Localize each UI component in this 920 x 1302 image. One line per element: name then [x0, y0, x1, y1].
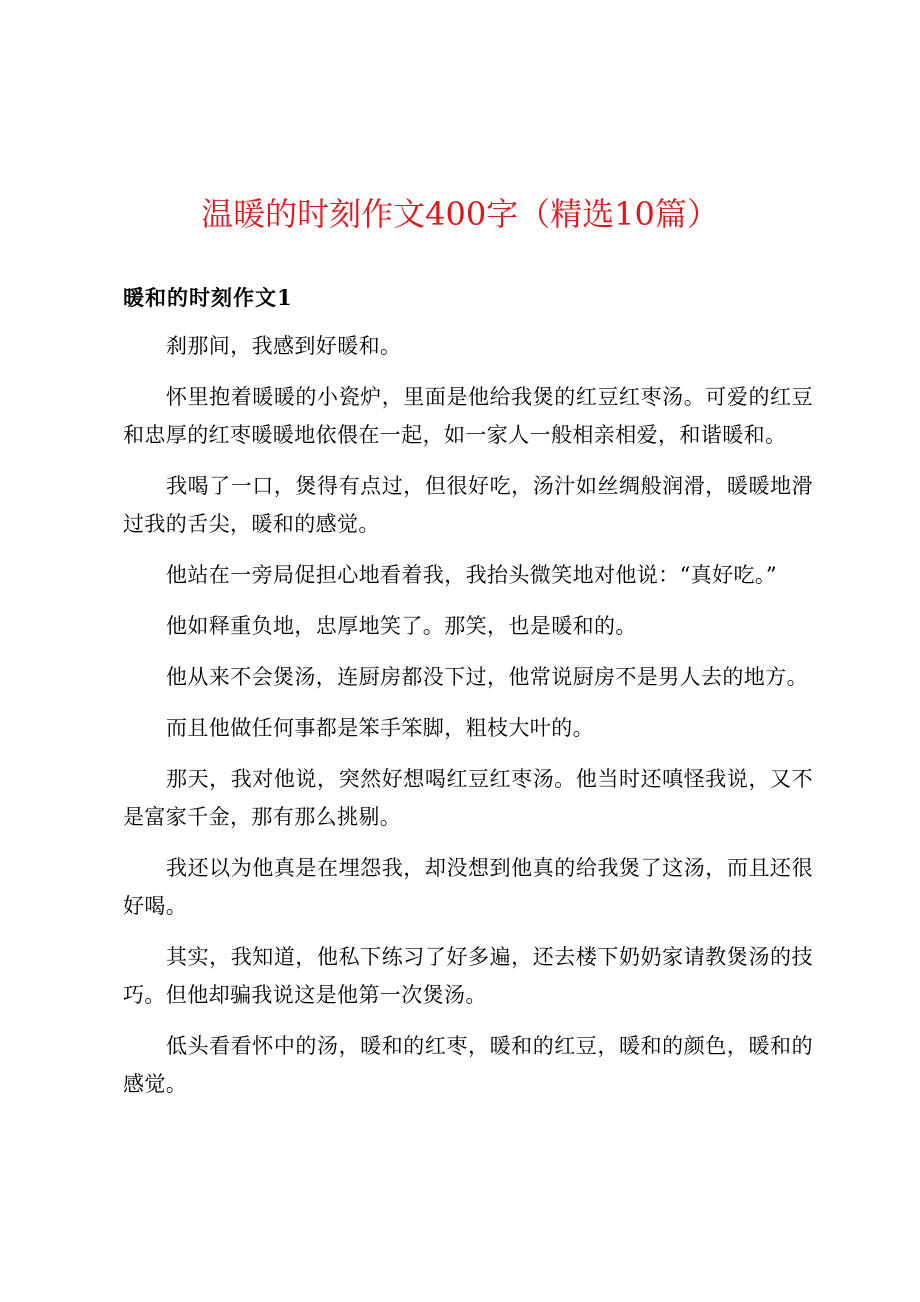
- document-title: 温暖的时刻作文400字（精选10篇）: [201, 195, 719, 233]
- paragraph: 刹那间，我感到好暖和。: [166, 334, 402, 358]
- paragraph: 低头看看怀中的汤，暖和的红枣，暖和的红豆，暖和的颜色，暖和的感觉。: [123, 1034, 813, 1096]
- paragraph: 他从来不会煲汤，连厨房都没下过，他常说厨房不是男人去的地方。: [166, 665, 808, 689]
- paragraph: 其实，我知道，他私下练习了好多遍，还去楼下奶奶家请教煲汤的技巧。但他却骗我说这是他第一次煲汤。: [123, 945, 813, 1007]
- section-heading: 暖和的时刻作文1: [123, 285, 293, 310]
- paragraph: 那天，我对他说，突然好想喝红豆红枣汤。他当时还嗔怪我说，又不是富家千金，那有那么挑剔。: [123, 767, 813, 829]
- paragraph: 他如释重负地，忠厚地笑了。那笑，也是暖和的。: [166, 614, 637, 638]
- paragraph: 我喝了一口，煲得有点过，但很好吃，汤汁如丝绸般润滑，暖暖地滑过我的舌尖，暖和的感觉。: [123, 474, 813, 536]
- paragraph: 而且他做任何事都是笨手笨脚，粗枝大叶的。: [166, 716, 594, 740]
- paragraph: 我还以为他真是在埋怨我，却没想到他真的给我煲了这汤，而且还很好喝。: [123, 856, 813, 918]
- paragraph: 他站在一旁局促担心地看着我，我抬头微笑地对他说：“真好吃。”: [166, 563, 777, 587]
- paragraph: 怀里抱着暖暖的小瓷炉，里面是他给我煲的红豆红枣汤。可爱的红豆和忠厚的红枣暖暖地依偎在一起，如一家人一般相亲相爱，和谐暖和。: [123, 385, 813, 447]
- article-body: [123, 327, 813, 1116]
